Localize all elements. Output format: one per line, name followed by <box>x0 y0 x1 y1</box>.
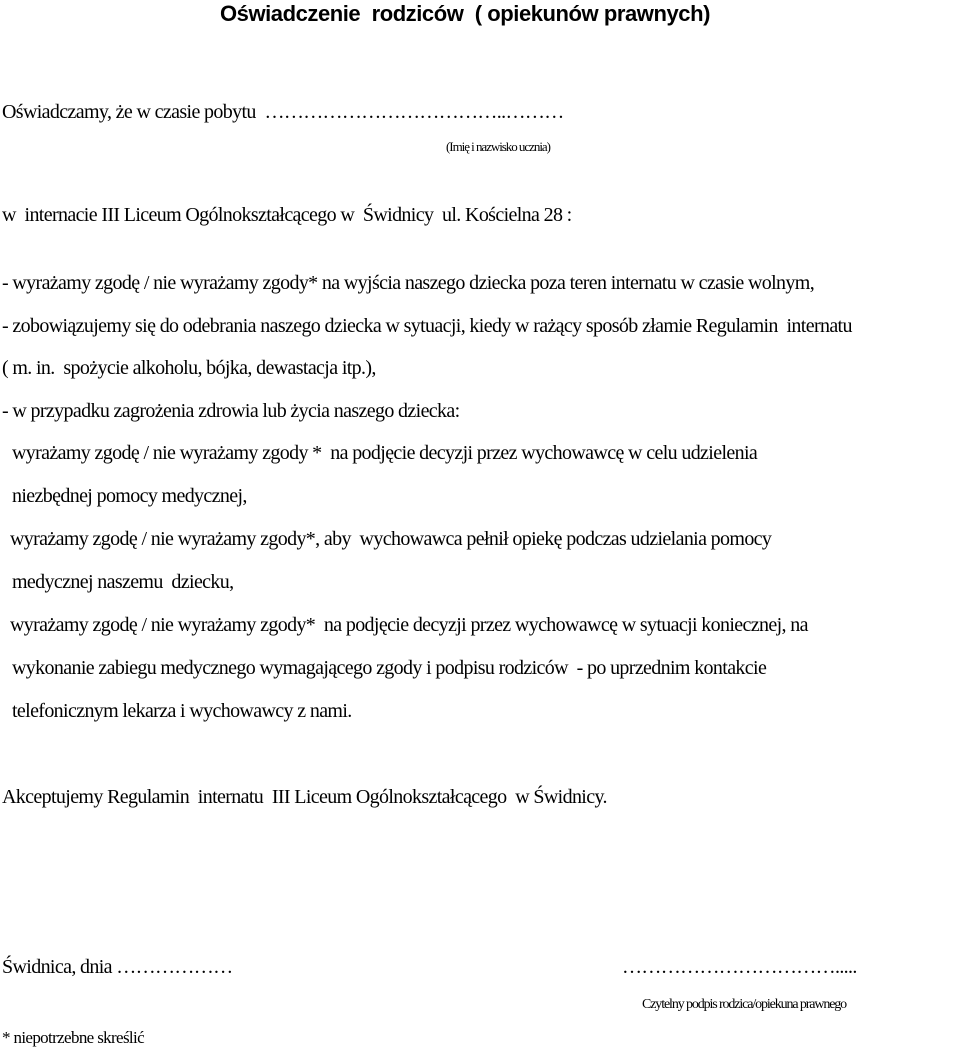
decision-consent: wyrażamy zgodę / nie wyrażamy zgody * na podjęcie decyzji przez wychowawcę w celu udzielenia <box>12 442 758 464</box>
consent-exit: - wyrażamy zgodę / nie wyrażamy zgody* na wyjścia naszego dziecka poza teren internatu w czasie wolnym, <box>2 272 815 294</box>
procedure-consent-cont2: telefonicznym lekarza i wychowawcy z nami. <box>12 700 352 722</box>
procedure-consent: wyrażamy zgodę / nie wyrażamy zgody* na podjęcie decyzji przez wychowawcę w sytuacji koniecznej, na <box>10 614 808 636</box>
health-intro: - w przypadku zagrożenia zdrowia lub życia naszego dziecka: <box>2 400 460 422</box>
procedure-consent-cont: wykonanie zabiegu medycznego wymagającego zgody i podpisu rodziców - po uprzednim kontakcie <box>12 657 767 679</box>
footnote: * niepotrzebne skreślić <box>2 1028 144 1047</box>
care-consent-cont: medycznej naszemu dziecku, <box>12 571 234 593</box>
care-consent: wyrażamy zgodę / nie wyrażamy zgody*, aby wychowawca pełnił opiekę podczas udzielania pomocy <box>10 528 772 550</box>
pickup-obligation: - zobowiązujemy się do odebrania naszego dziecka w sytuacji, kiedy w rażący sposób złamie Regulamin internatu <box>2 315 852 337</box>
school-line: w internacie III Liceum Ogólnokształcącego w Świdnicy ul. Kościelna 28 : <box>2 204 572 226</box>
statement-line: Oświadczamy, że w czasie pobytu ………………………………..……… <box>2 101 564 123</box>
decision-consent-cont: niezbędnej pomocy medycznej, <box>12 485 247 507</box>
student-name-caption: (Imię i nazwisko ucznia) <box>446 139 550 154</box>
place-date: Świdnica, dnia ……………… <box>2 956 233 978</box>
document-title: Oświadczenie rodziców ( opiekunów prawnych) <box>220 1 710 26</box>
pickup-obligation-cont: ( m. in. spożycie alkoholu, bójka, dewastacja itp.), <box>2 357 376 379</box>
signature-caption: Czytelny podpis rodzica/opiekuna prawnego <box>642 997 847 1012</box>
signature-line: ……………………………..... <box>622 956 857 978</box>
regulation-acceptance: Akceptujemy Regulamin internatu III Liceum Ogólnokształcącego w Świdnicy. <box>2 786 607 808</box>
